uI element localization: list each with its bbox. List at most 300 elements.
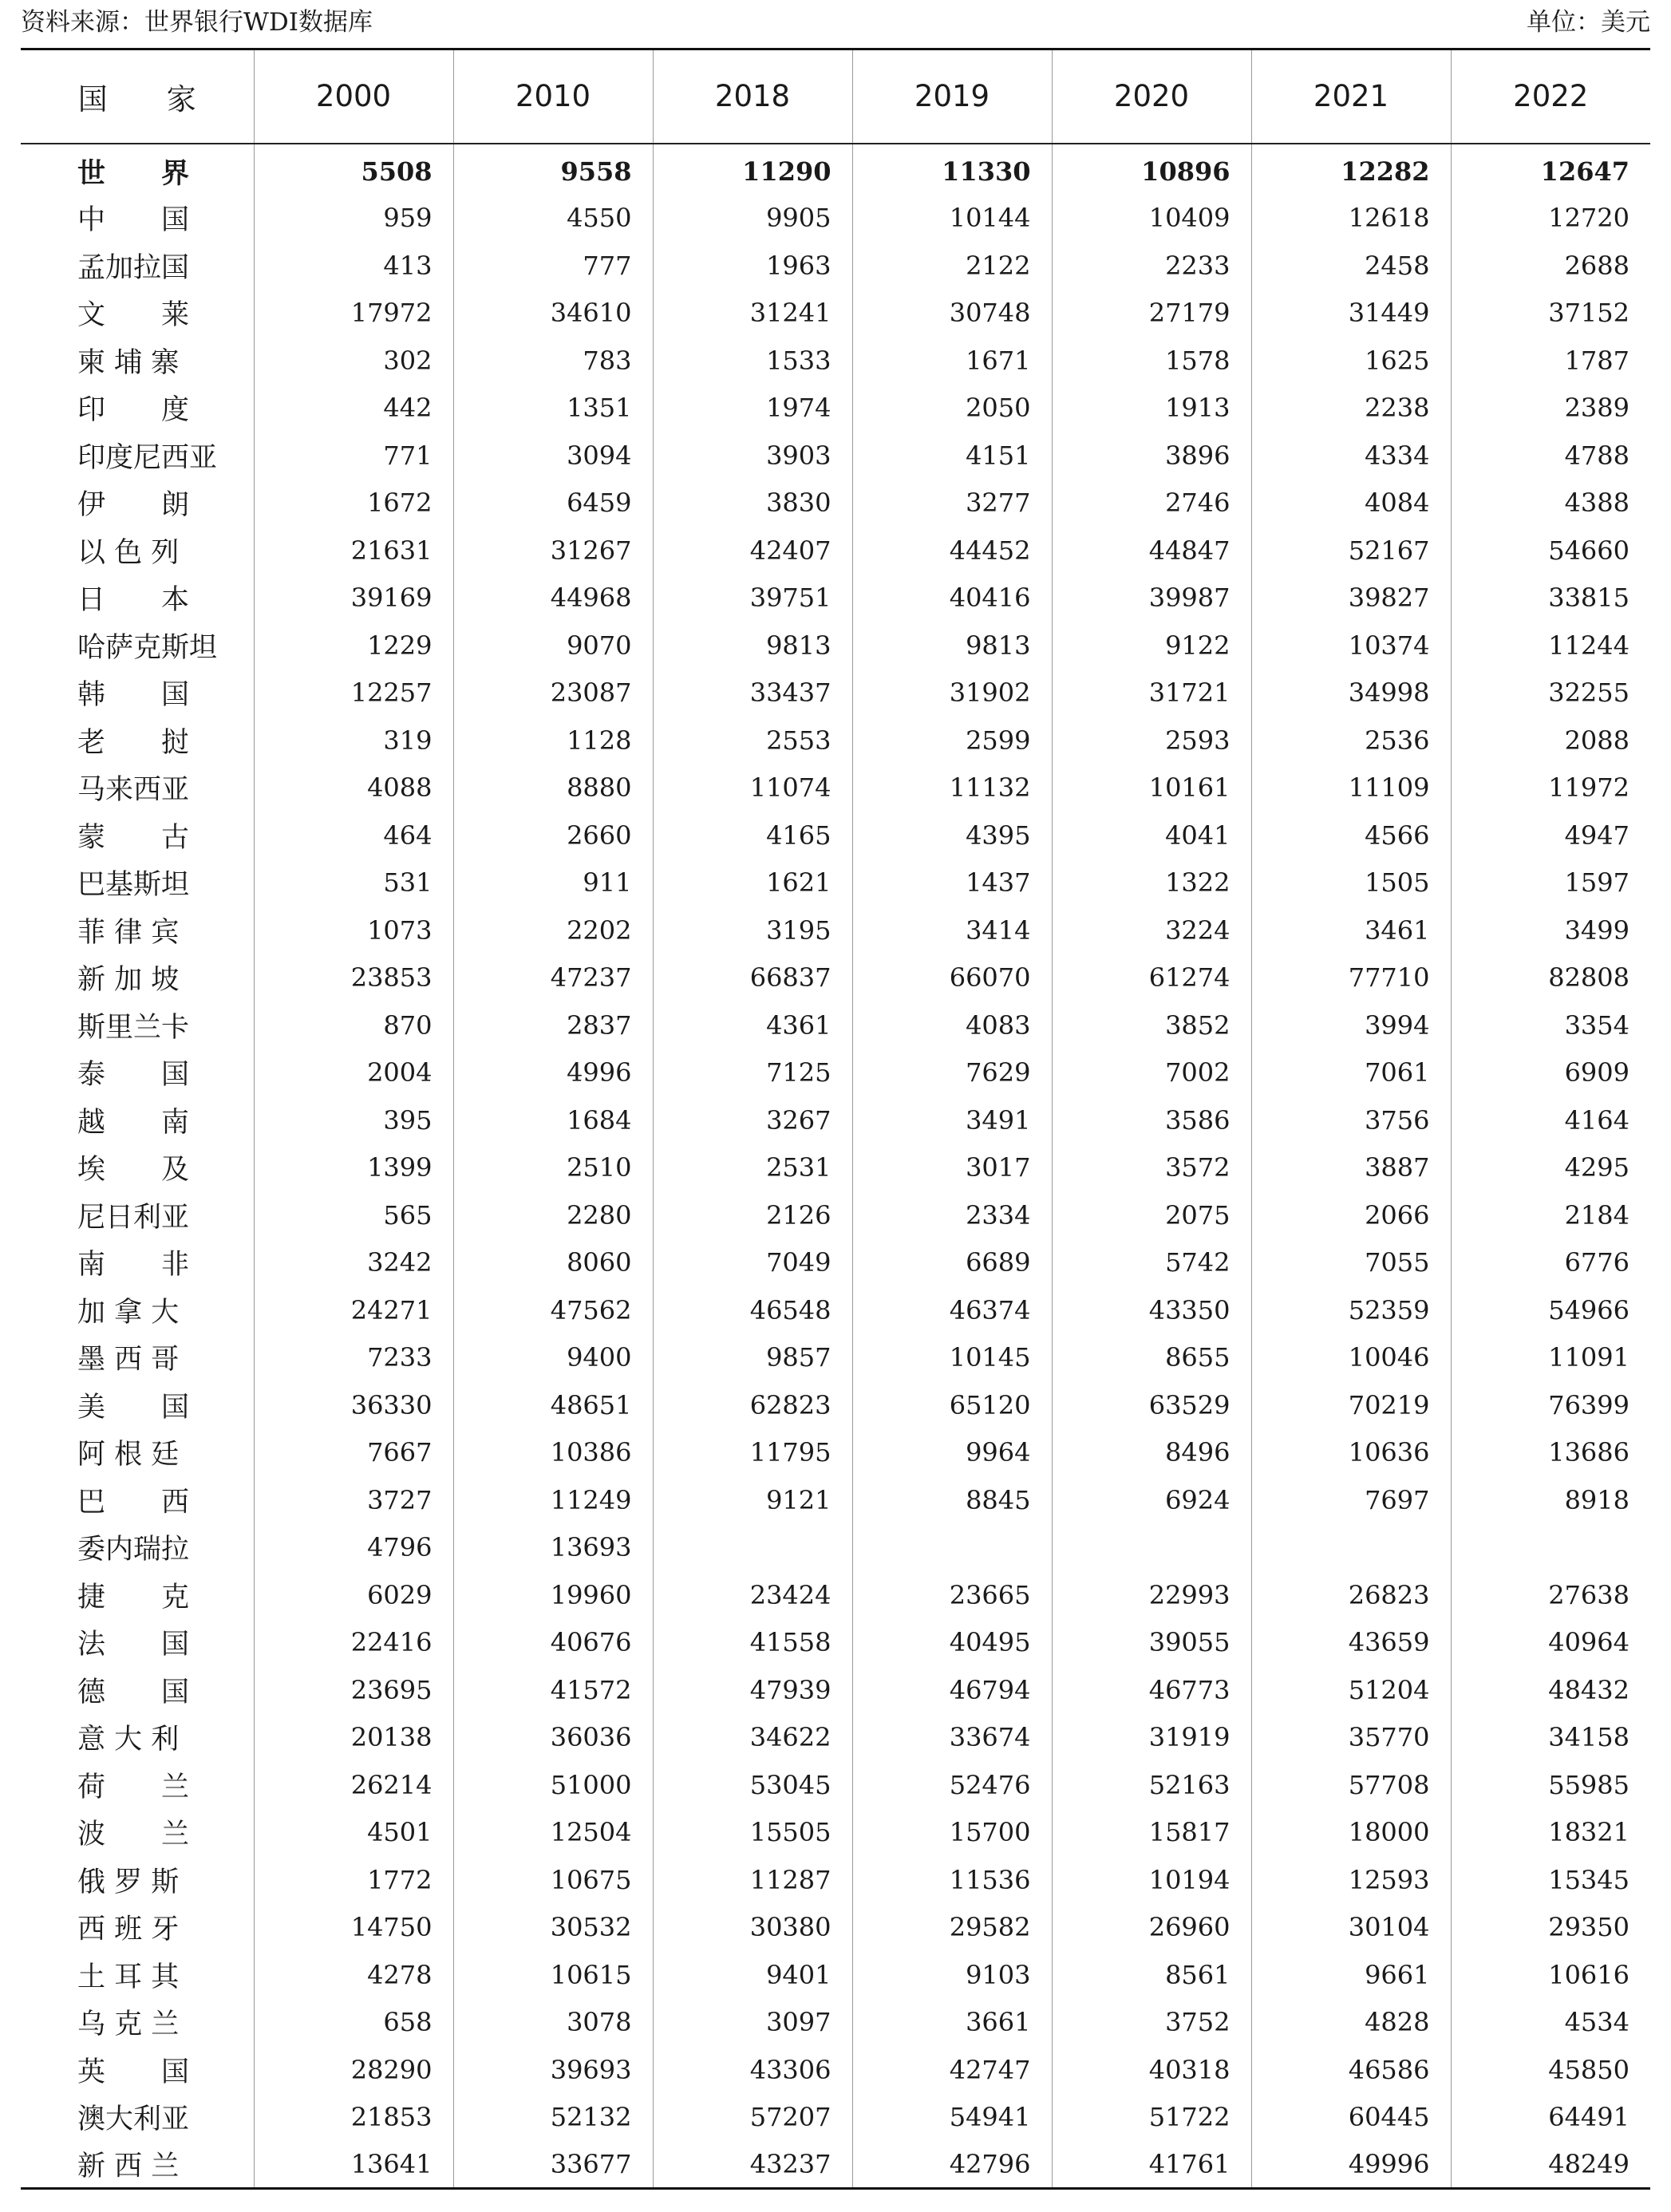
value-cell: 3994 (1251, 1001, 1451, 1049)
source-note: 资料来源：世界银行WDI数据库 (21, 8, 373, 37)
value-cell: 36036 (453, 1714, 653, 1762)
value-cell: 14750 (254, 1904, 453, 1952)
value-cell: 22416 (254, 1619, 453, 1667)
country-cell: 文 莱 (77, 299, 190, 332)
value-cell: 27638 (1451, 1571, 1650, 1619)
value-cell: 3277 (852, 480, 1052, 527)
value-cell: 4796 (254, 1524, 453, 1572)
value-cell: 6029 (254, 1571, 453, 1619)
value-cell: 43237 (653, 2141, 852, 2189)
value-cell: 3017 (852, 1144, 1052, 1192)
value-cell: 565 (254, 1191, 453, 1239)
value-cell: 7002 (1052, 1049, 1251, 1097)
value-cell: 11244 (1451, 622, 1650, 670)
value-cell: 7061 (1251, 1049, 1451, 1097)
value-cell: 40964 (1451, 1619, 1650, 1667)
country-cell: 德 国 (77, 1676, 190, 1708)
value-cell: 18000 (1251, 1809, 1451, 1857)
country-cell: 巴基斯坦 (77, 869, 190, 902)
value-cell: 33677 (453, 2141, 653, 2189)
column-header-year: 2000 (254, 49, 453, 144)
value-cell: 8845 (852, 1476, 1052, 1524)
value-cell: 10896 (1052, 144, 1251, 195)
value-cell: 62823 (653, 1381, 852, 1429)
value-cell: 15505 (653, 1809, 852, 1857)
column-header-year: 2022 (1451, 49, 1650, 144)
value-cell: 658 (254, 1999, 453, 2047)
value-cell: 21631 (254, 527, 453, 575)
country-cell: 日 本 (77, 584, 190, 617)
value-cell: 36330 (254, 1381, 453, 1429)
value-cell: 783 (453, 337, 653, 385)
value-cell: 26823 (1251, 1571, 1451, 1619)
country-cell: 蒙 古 (77, 821, 190, 854)
value-cell: 46586 (1251, 2046, 1451, 2094)
value-cell: 52163 (1052, 1761, 1251, 1809)
country-cell: 捷 克 (77, 1581, 190, 1614)
value-cell: 43306 (653, 2046, 852, 2094)
value-cell: 6689 (852, 1239, 1052, 1287)
value-cell: 70219 (1251, 1381, 1451, 1429)
value-cell: 15345 (1451, 1856, 1650, 1904)
value-cell: 48249 (1451, 2141, 1650, 2189)
value-cell (653, 1524, 852, 1572)
table-row (21, 2141, 1650, 2189)
table-row (21, 1761, 1650, 1809)
value-cell: 8496 (1052, 1429, 1251, 1477)
value-cell: 51000 (453, 1761, 653, 1809)
value-cell: 11074 (653, 764, 852, 812)
value-cell: 2066 (1251, 1191, 1451, 1239)
value-cell: 1073 (254, 907, 453, 954)
value-cell: 1672 (254, 480, 453, 527)
country-cell: 委内瑞拉 (77, 1534, 190, 1566)
value-cell: 3267 (653, 1096, 852, 1144)
value-cell: 1505 (1251, 859, 1451, 907)
value-cell: 31267 (453, 527, 653, 575)
table-row (21, 1096, 1650, 1144)
value-cell: 10046 (1251, 1334, 1451, 1382)
value-cell: 15817 (1052, 1809, 1251, 1857)
value-cell: 7049 (653, 1239, 852, 1287)
country-cell: 土 耳 其 (77, 1961, 180, 1993)
value-cell: 10144 (852, 195, 1052, 243)
table-row (21, 859, 1650, 907)
value-cell: 29582 (852, 1904, 1052, 1952)
table-row (21, 764, 1650, 812)
value-cell: 3903 (653, 432, 852, 480)
value-cell: 8918 (1451, 1476, 1650, 1524)
value-cell: 63529 (1052, 1381, 1251, 1429)
table-row (21, 1429, 1650, 1477)
table-row (21, 1049, 1650, 1097)
value-cell: 2746 (1052, 480, 1251, 527)
value-cell: 4788 (1451, 432, 1650, 480)
value-cell: 10145 (852, 1334, 1052, 1382)
value-cell: 9558 (453, 144, 653, 195)
value-cell: 34610 (453, 290, 653, 338)
value-cell: 55985 (1451, 1761, 1650, 1809)
country-cell: 越 南 (77, 1106, 190, 1139)
value-cell: 2334 (852, 1191, 1052, 1239)
value-cell: 8880 (453, 764, 653, 812)
country-cell: 斯里兰卡 (77, 1011, 190, 1044)
value-cell: 2593 (1052, 717, 1251, 764)
value-cell: 9857 (653, 1334, 852, 1382)
column-header-year: 2021 (1251, 49, 1451, 144)
value-cell: 19960 (453, 1571, 653, 1619)
value-cell: 11972 (1451, 764, 1650, 812)
value-cell: 31919 (1052, 1714, 1251, 1762)
value-cell: 4996 (453, 1049, 653, 1097)
value-cell: 3195 (653, 907, 852, 954)
country-cell: 意 大 利 (77, 1724, 180, 1756)
table-row (21, 1286, 1650, 1334)
value-cell: 30748 (852, 290, 1052, 338)
value-cell: 3461 (1251, 907, 1451, 954)
table-row (21, 1619, 1650, 1667)
value-cell: 1772 (254, 1856, 453, 1904)
country-cell: 印 度 (77, 394, 190, 427)
value-cell: 911 (453, 859, 653, 907)
value-cell: 17972 (254, 290, 453, 338)
value-cell: 65120 (852, 1381, 1052, 1429)
value-cell: 13693 (453, 1524, 653, 1572)
value-cell: 39169 (254, 575, 453, 622)
value-cell: 51722 (1052, 2094, 1251, 2142)
value-cell: 23665 (852, 1571, 1052, 1619)
country-cell: 伊 朗 (77, 489, 190, 522)
country-cell: 印度尼西亚 (77, 441, 218, 474)
table-row (21, 1809, 1650, 1857)
value-cell: 7055 (1251, 1239, 1451, 1287)
value-cell: 1578 (1052, 337, 1251, 385)
value-cell: 34622 (653, 1714, 852, 1762)
value-cell: 1322 (1052, 859, 1251, 907)
value-cell: 4278 (254, 1951, 453, 1999)
country-cell: 马来西亚 (77, 774, 190, 807)
country-cell: 英 国 (77, 2056, 190, 2088)
value-cell: 870 (254, 1001, 453, 1049)
value-cell (1251, 1524, 1451, 1572)
value-cell: 9813 (852, 622, 1052, 670)
value-cell: 30104 (1251, 1904, 1451, 1952)
value-cell: 3852 (1052, 1001, 1251, 1049)
value-cell: 1437 (852, 859, 1052, 907)
value-cell: 40318 (1052, 2046, 1251, 2094)
value-cell: 9103 (852, 1951, 1052, 1999)
value-cell: 10161 (1052, 764, 1251, 812)
value-cell: 12504 (453, 1809, 653, 1857)
table-row (21, 432, 1650, 480)
value-cell: 6459 (453, 480, 653, 527)
value-cell: 23695 (254, 1666, 453, 1714)
value-cell: 82808 (1451, 954, 1650, 1002)
value-cell: 3887 (1251, 1144, 1451, 1192)
value-cell: 3414 (852, 907, 1052, 954)
value-cell: 11536 (852, 1856, 1052, 1904)
value-cell: 10615 (453, 1951, 653, 1999)
value-cell: 2088 (1451, 717, 1650, 764)
table-row (21, 1904, 1650, 1952)
value-cell: 1533 (653, 337, 852, 385)
value-cell: 18321 (1451, 1809, 1650, 1857)
value-cell: 37152 (1451, 290, 1650, 338)
value-cell: 3586 (1052, 1096, 1251, 1144)
value-cell: 2280 (453, 1191, 653, 1239)
value-cell: 20138 (254, 1714, 453, 1762)
value-cell: 26214 (254, 1761, 453, 1809)
value-cell: 3661 (852, 1999, 1052, 2047)
value-cell: 29350 (1451, 1904, 1650, 1952)
value-cell: 39987 (1052, 575, 1251, 622)
value-cell: 302 (254, 337, 453, 385)
value-cell: 2660 (453, 812, 653, 859)
value-cell: 54660 (1451, 527, 1650, 575)
value-cell: 44968 (453, 575, 653, 622)
value-cell: 30380 (653, 1904, 852, 1952)
value-cell: 4566 (1251, 812, 1451, 859)
country-cell: 尼日利亚 (77, 1201, 190, 1234)
value-cell: 57708 (1251, 1761, 1451, 1809)
table-row (21, 527, 1650, 575)
value-cell: 77710 (1251, 954, 1451, 1002)
country-cell: 俄 罗 斯 (77, 1866, 180, 1898)
table-row (21, 2094, 1650, 2142)
table-row (21, 670, 1650, 717)
column-header-year: 2020 (1052, 49, 1251, 144)
value-cell: 39827 (1251, 575, 1451, 622)
country-cell: 美 国 (77, 1391, 190, 1424)
value-cell: 43659 (1251, 1619, 1451, 1667)
value-cell: 57207 (653, 2094, 852, 2142)
value-cell: 2004 (254, 1049, 453, 1097)
value-cell: 2238 (1251, 385, 1451, 433)
value-cell: 11091 (1451, 1334, 1650, 1382)
value-cell: 54941 (852, 2094, 1052, 2142)
value-cell: 2599 (852, 717, 1052, 764)
value-cell: 9401 (653, 1951, 852, 1999)
value-cell: 7667 (254, 1429, 453, 1477)
table-row (21, 337, 1650, 385)
value-cell: 46794 (852, 1666, 1052, 1714)
value-cell: 33437 (653, 670, 852, 717)
value-cell: 23853 (254, 954, 453, 1002)
value-cell: 1963 (653, 242, 852, 290)
value-cell: 24271 (254, 1286, 453, 1334)
value-cell: 22993 (1052, 1571, 1251, 1619)
country-cell: 柬 埔 寨 (77, 346, 180, 379)
value-cell: 4295 (1451, 1144, 1650, 1192)
value-cell: 2837 (453, 1001, 653, 1049)
value-cell: 3499 (1451, 907, 1650, 954)
value-cell: 7125 (653, 1049, 852, 1097)
table-row (21, 144, 1650, 195)
value-cell: 39055 (1052, 1619, 1251, 1667)
value-cell: 40495 (852, 1619, 1052, 1667)
table-row (21, 954, 1650, 1002)
value-cell: 3354 (1451, 1001, 1650, 1049)
value-cell: 44452 (852, 527, 1052, 575)
value-cell: 4501 (254, 1809, 453, 1857)
value-cell: 30532 (453, 1904, 653, 1952)
table-row (21, 1571, 1650, 1619)
value-cell: 1229 (254, 622, 453, 670)
value-cell: 9070 (453, 622, 653, 670)
value-cell: 54966 (1451, 1286, 1650, 1334)
value-cell: 32255 (1451, 670, 1650, 717)
header-row (21, 49, 1650, 144)
value-cell: 11290 (653, 144, 852, 195)
table-row (21, 1856, 1650, 1904)
value-cell: 52132 (453, 2094, 653, 2142)
value-cell: 2531 (653, 1144, 852, 1192)
table-row (21, 2046, 1650, 2094)
table-row (21, 242, 1650, 290)
value-cell: 4088 (254, 764, 453, 812)
value-cell: 10409 (1052, 195, 1251, 243)
country-cell: 澳大利亚 (77, 2103, 190, 2136)
value-cell: 12257 (254, 670, 453, 717)
value-cell: 9122 (1052, 622, 1251, 670)
value-cell: 771 (254, 432, 453, 480)
value-cell: 2553 (653, 717, 852, 764)
value-cell: 9400 (453, 1334, 653, 1382)
value-cell: 4084 (1251, 480, 1451, 527)
value-cell: 4828 (1251, 1999, 1451, 2047)
value-cell: 76399 (1451, 1381, 1650, 1429)
value-cell: 1671 (852, 337, 1052, 385)
value-cell (1052, 1524, 1251, 1572)
value-cell: 2050 (852, 385, 1052, 433)
value-cell: 7697 (1251, 1476, 1451, 1524)
value-cell: 15700 (852, 1809, 1052, 1857)
value-cell: 12618 (1251, 195, 1451, 243)
value-cell: 3756 (1251, 1096, 1451, 1144)
value-cell: 1621 (653, 859, 852, 907)
table-row (21, 717, 1650, 764)
value-cell: 40416 (852, 575, 1052, 622)
table-row (21, 1999, 1650, 2047)
value-cell: 47562 (453, 1286, 653, 1334)
country-cell: 菲 律 宾 (77, 916, 180, 949)
country-cell: 哈萨克斯坦 (77, 631, 218, 664)
value-cell: 9905 (653, 195, 852, 243)
value-cell: 66070 (852, 954, 1052, 1002)
value-cell: 41572 (453, 1666, 653, 1714)
value-cell: 13641 (254, 2141, 453, 2189)
unit-note: 单位：美元 (1527, 8, 1650, 37)
value-cell: 3224 (1052, 907, 1251, 954)
value-cell: 7233 (254, 1334, 453, 1382)
table-row (21, 622, 1650, 670)
table-row (21, 1666, 1650, 1714)
country-cell: 世 界 (77, 157, 190, 190)
table-row (21, 1001, 1650, 1049)
table-row (21, 1334, 1650, 1382)
table-row (21, 1191, 1650, 1239)
value-cell: 47237 (453, 954, 653, 1002)
value-cell: 11249 (453, 1476, 653, 1524)
value-cell: 47939 (653, 1666, 852, 1714)
value-cell: 4151 (852, 432, 1052, 480)
value-cell: 1399 (254, 1144, 453, 1192)
country-cell: 韩 国 (77, 679, 190, 712)
value-cell: 4388 (1451, 480, 1650, 527)
value-cell: 5742 (1052, 1239, 1251, 1287)
value-cell: 31721 (1052, 670, 1251, 717)
country-cell: 荷 兰 (77, 1771, 190, 1803)
value-cell: 28290 (254, 2046, 453, 2094)
value-cell: 2536 (1251, 717, 1451, 764)
value-cell: 4395 (852, 812, 1052, 859)
country-cell: 以 色 列 (77, 536, 180, 569)
value-cell: 46374 (852, 1286, 1052, 1334)
value-cell: 42407 (653, 527, 852, 575)
value-cell: 10194 (1052, 1856, 1251, 1904)
value-cell: 31449 (1251, 290, 1451, 338)
value-cell: 3572 (1052, 1144, 1251, 1192)
value-cell: 12647 (1451, 144, 1650, 195)
value-cell: 2510 (453, 1144, 653, 1192)
value-cell: 52167 (1251, 527, 1451, 575)
value-cell: 9121 (653, 1476, 852, 1524)
value-cell: 11330 (852, 144, 1052, 195)
value-cell: 2122 (852, 242, 1052, 290)
value-cell: 7629 (852, 1049, 1052, 1097)
table-row (21, 1144, 1650, 1192)
value-cell: 42796 (852, 2141, 1052, 2189)
country-cell: 乌 克 兰 (77, 2009, 180, 2041)
table-row (21, 1951, 1650, 1999)
value-cell: 33815 (1451, 575, 1650, 622)
value-cell (1451, 1524, 1650, 1572)
value-cell: 40676 (453, 1619, 653, 1667)
column-header-country: 国 家 (21, 49, 254, 144)
table-row (21, 907, 1650, 954)
value-cell: 45850 (1451, 2046, 1650, 2094)
value-cell: 1625 (1251, 337, 1451, 385)
table-row (21, 480, 1650, 527)
value-cell: 43350 (1052, 1286, 1251, 1334)
value-cell: 46773 (1052, 1666, 1251, 1714)
value-cell: 959 (254, 195, 453, 243)
value-cell: 60445 (1251, 2094, 1451, 2142)
value-cell: 3896 (1052, 432, 1251, 480)
country-cell: 法 国 (77, 1629, 190, 1661)
value-cell: 4334 (1251, 432, 1451, 480)
value-cell: 13686 (1451, 1429, 1650, 1477)
country-cell: 埃 及 (77, 1154, 190, 1187)
value-cell: 395 (254, 1096, 453, 1144)
value-cell: 2458 (1251, 242, 1451, 290)
value-cell: 4550 (453, 195, 653, 243)
value-cell: 3491 (852, 1096, 1052, 1144)
value-cell: 777 (453, 242, 653, 290)
value-cell: 4164 (1451, 1096, 1650, 1144)
country-cell: 西 班 牙 (77, 1914, 180, 1946)
value-cell: 8561 (1052, 1951, 1251, 1999)
value-cell: 6924 (1052, 1476, 1251, 1524)
country-cell: 巴 西 (77, 1486, 190, 1519)
column-header-year: 2018 (653, 49, 852, 144)
country-cell: 老 挝 (77, 726, 190, 759)
value-cell: 6776 (1451, 1239, 1650, 1287)
country-cell: 墨 西 哥 (77, 1344, 180, 1377)
value-cell: 8060 (453, 1239, 653, 1287)
value-cell: 12720 (1451, 195, 1650, 243)
value-cell: 4947 (1451, 812, 1650, 859)
